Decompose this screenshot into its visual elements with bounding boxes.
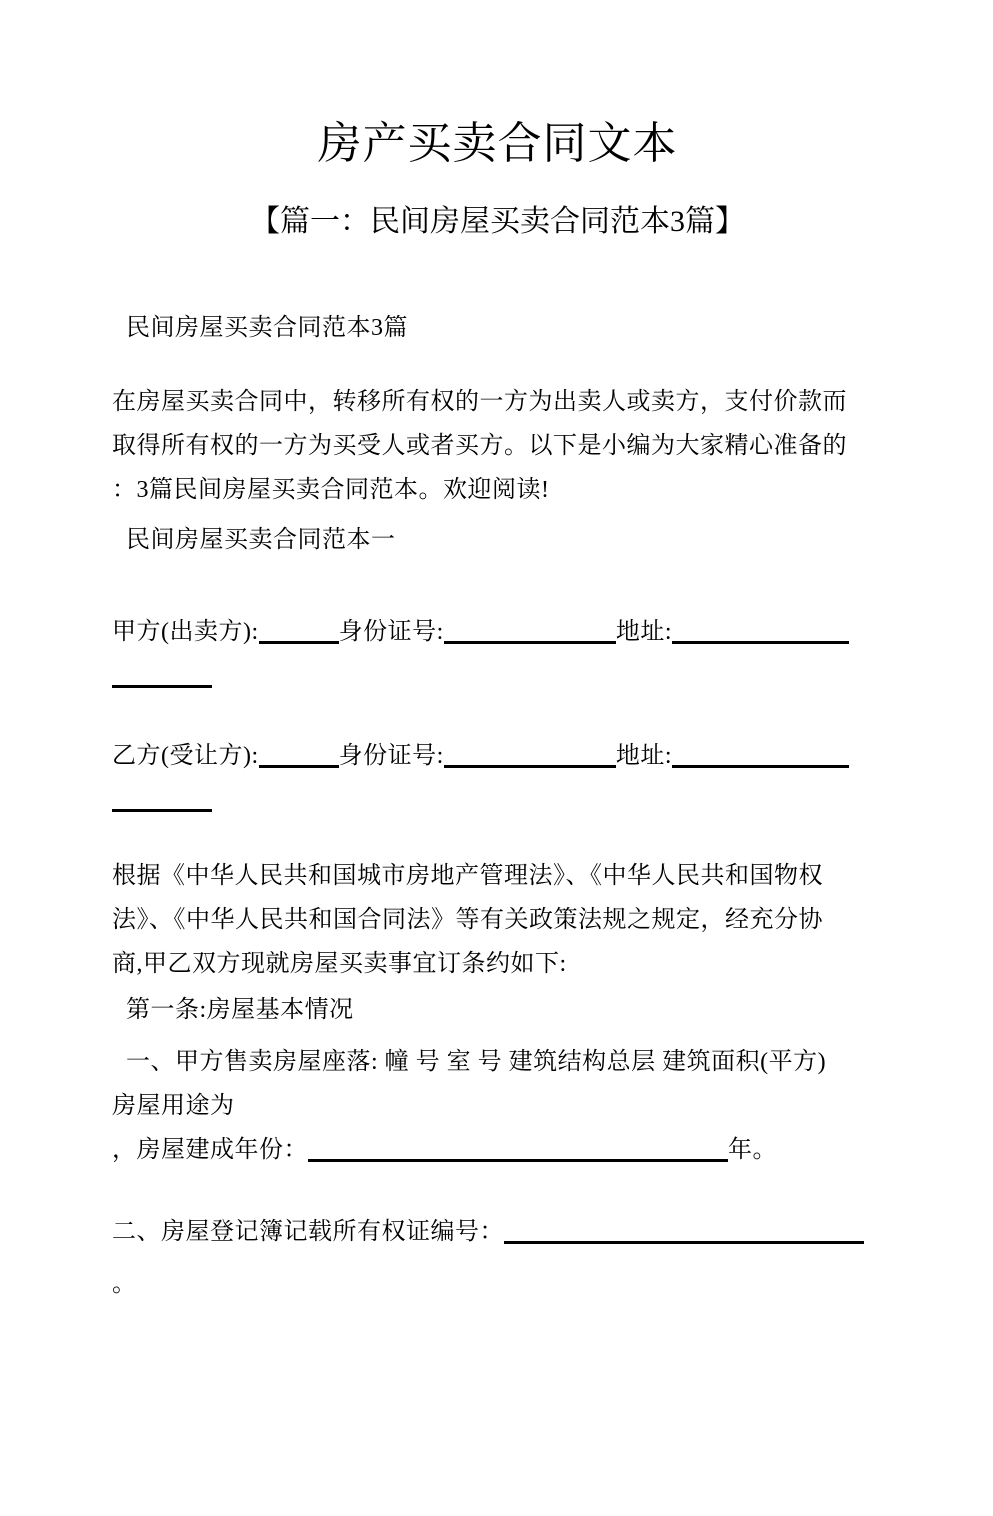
party-b-fields bbox=[112, 734, 883, 778]
part-one-heading: 【篇一：民间房屋买卖合同范本3篇】 bbox=[250, 205, 745, 238]
cert-number-blank-field bbox=[504, 1234, 864, 1244]
legal-line-2: 法》、《中华人民共和国合同法》等有关政策法规之规定，经充分协 bbox=[112, 907, 823, 933]
intro-line-1: 在房屋买卖合同中，转移所有权的一方为出卖人或卖方，支付价款而 bbox=[112, 389, 847, 415]
party-b-label: 乙方(受让方): bbox=[112, 743, 259, 769]
article-1-heading: 第一条:房屋基本情况 bbox=[126, 997, 354, 1023]
party-b-address-label: 地址: bbox=[615, 743, 672, 769]
intro-line-3: ：3篇民间房屋买卖合同范本。欢迎阅读! bbox=[112, 477, 550, 503]
party-a-row bbox=[112, 610, 883, 698]
party-a-id-label: 身份证号: bbox=[338, 619, 444, 645]
sample-one-heading: 民间房屋买卖合同范本一 bbox=[126, 527, 396, 553]
party-a-id-blank-field bbox=[444, 634, 616, 644]
party-a-fields bbox=[112, 610, 883, 654]
clause-2-item bbox=[112, 1206, 883, 1310]
intro-line-2: 取得所有权的一方为买受人或者买方。以下是小编为大家精心准备的 bbox=[112, 433, 847, 459]
party-a-name-blank-field bbox=[259, 634, 339, 644]
legal-basis-paragraph bbox=[112, 854, 883, 986]
party-a-address-label: 地址: bbox=[615, 619, 672, 645]
clause-2-period: 。 bbox=[112, 1271, 137, 1297]
party-a-address-blank-field bbox=[672, 634, 849, 644]
party-b-address-blank-field bbox=[672, 758, 849, 768]
clause-1-line-1: 一、甲方售卖房屋座落: 幢 号 室 号 建筑结构总层 建筑面积(平方) bbox=[126, 1049, 827, 1075]
party-a-label: 甲方(出卖方): bbox=[112, 619, 259, 645]
legal-line-1: 根据《中华人民共和国城市房地产管理法》、《中华人民共和国物权 bbox=[112, 863, 823, 889]
party-b-row bbox=[112, 734, 883, 822]
party-b-address-blank-continuation-field bbox=[112, 802, 212, 812]
sample-collection-heading: 民间房屋买卖合同范本3篇 bbox=[126, 315, 408, 341]
party-b-id-label: 身份证号: bbox=[338, 743, 444, 769]
party-a-blank-continuation bbox=[112, 654, 883, 698]
year-built-blank-field bbox=[308, 1152, 728, 1162]
year-built-suffix: 年。 bbox=[728, 1137, 777, 1163]
clause-2-cert-line bbox=[112, 1206, 883, 1258]
party-b-blank-continuation bbox=[112, 778, 883, 822]
intro-paragraph bbox=[112, 380, 883, 512]
party-a-address-blank-continuation-field bbox=[112, 678, 212, 688]
clause-1-year-line bbox=[112, 1128, 883, 1172]
cert-number-label: 二、房屋登记簿记载所有权证编号： bbox=[112, 1219, 504, 1245]
clause-1-item bbox=[112, 1040, 883, 1172]
year-built-label: ，房屋建成年份： bbox=[112, 1137, 308, 1163]
document-page bbox=[0, 112, 993, 1516]
contract-title: 房产买卖合同文本 bbox=[317, 119, 678, 168]
party-b-name-blank-field bbox=[259, 758, 339, 768]
legal-line-3: 商,甲乙双方现就房屋买卖事宜订条约如下: bbox=[112, 951, 567, 977]
party-b-id-blank-field bbox=[444, 758, 616, 768]
clause-1-line-2: 房屋用途为 bbox=[112, 1093, 235, 1119]
